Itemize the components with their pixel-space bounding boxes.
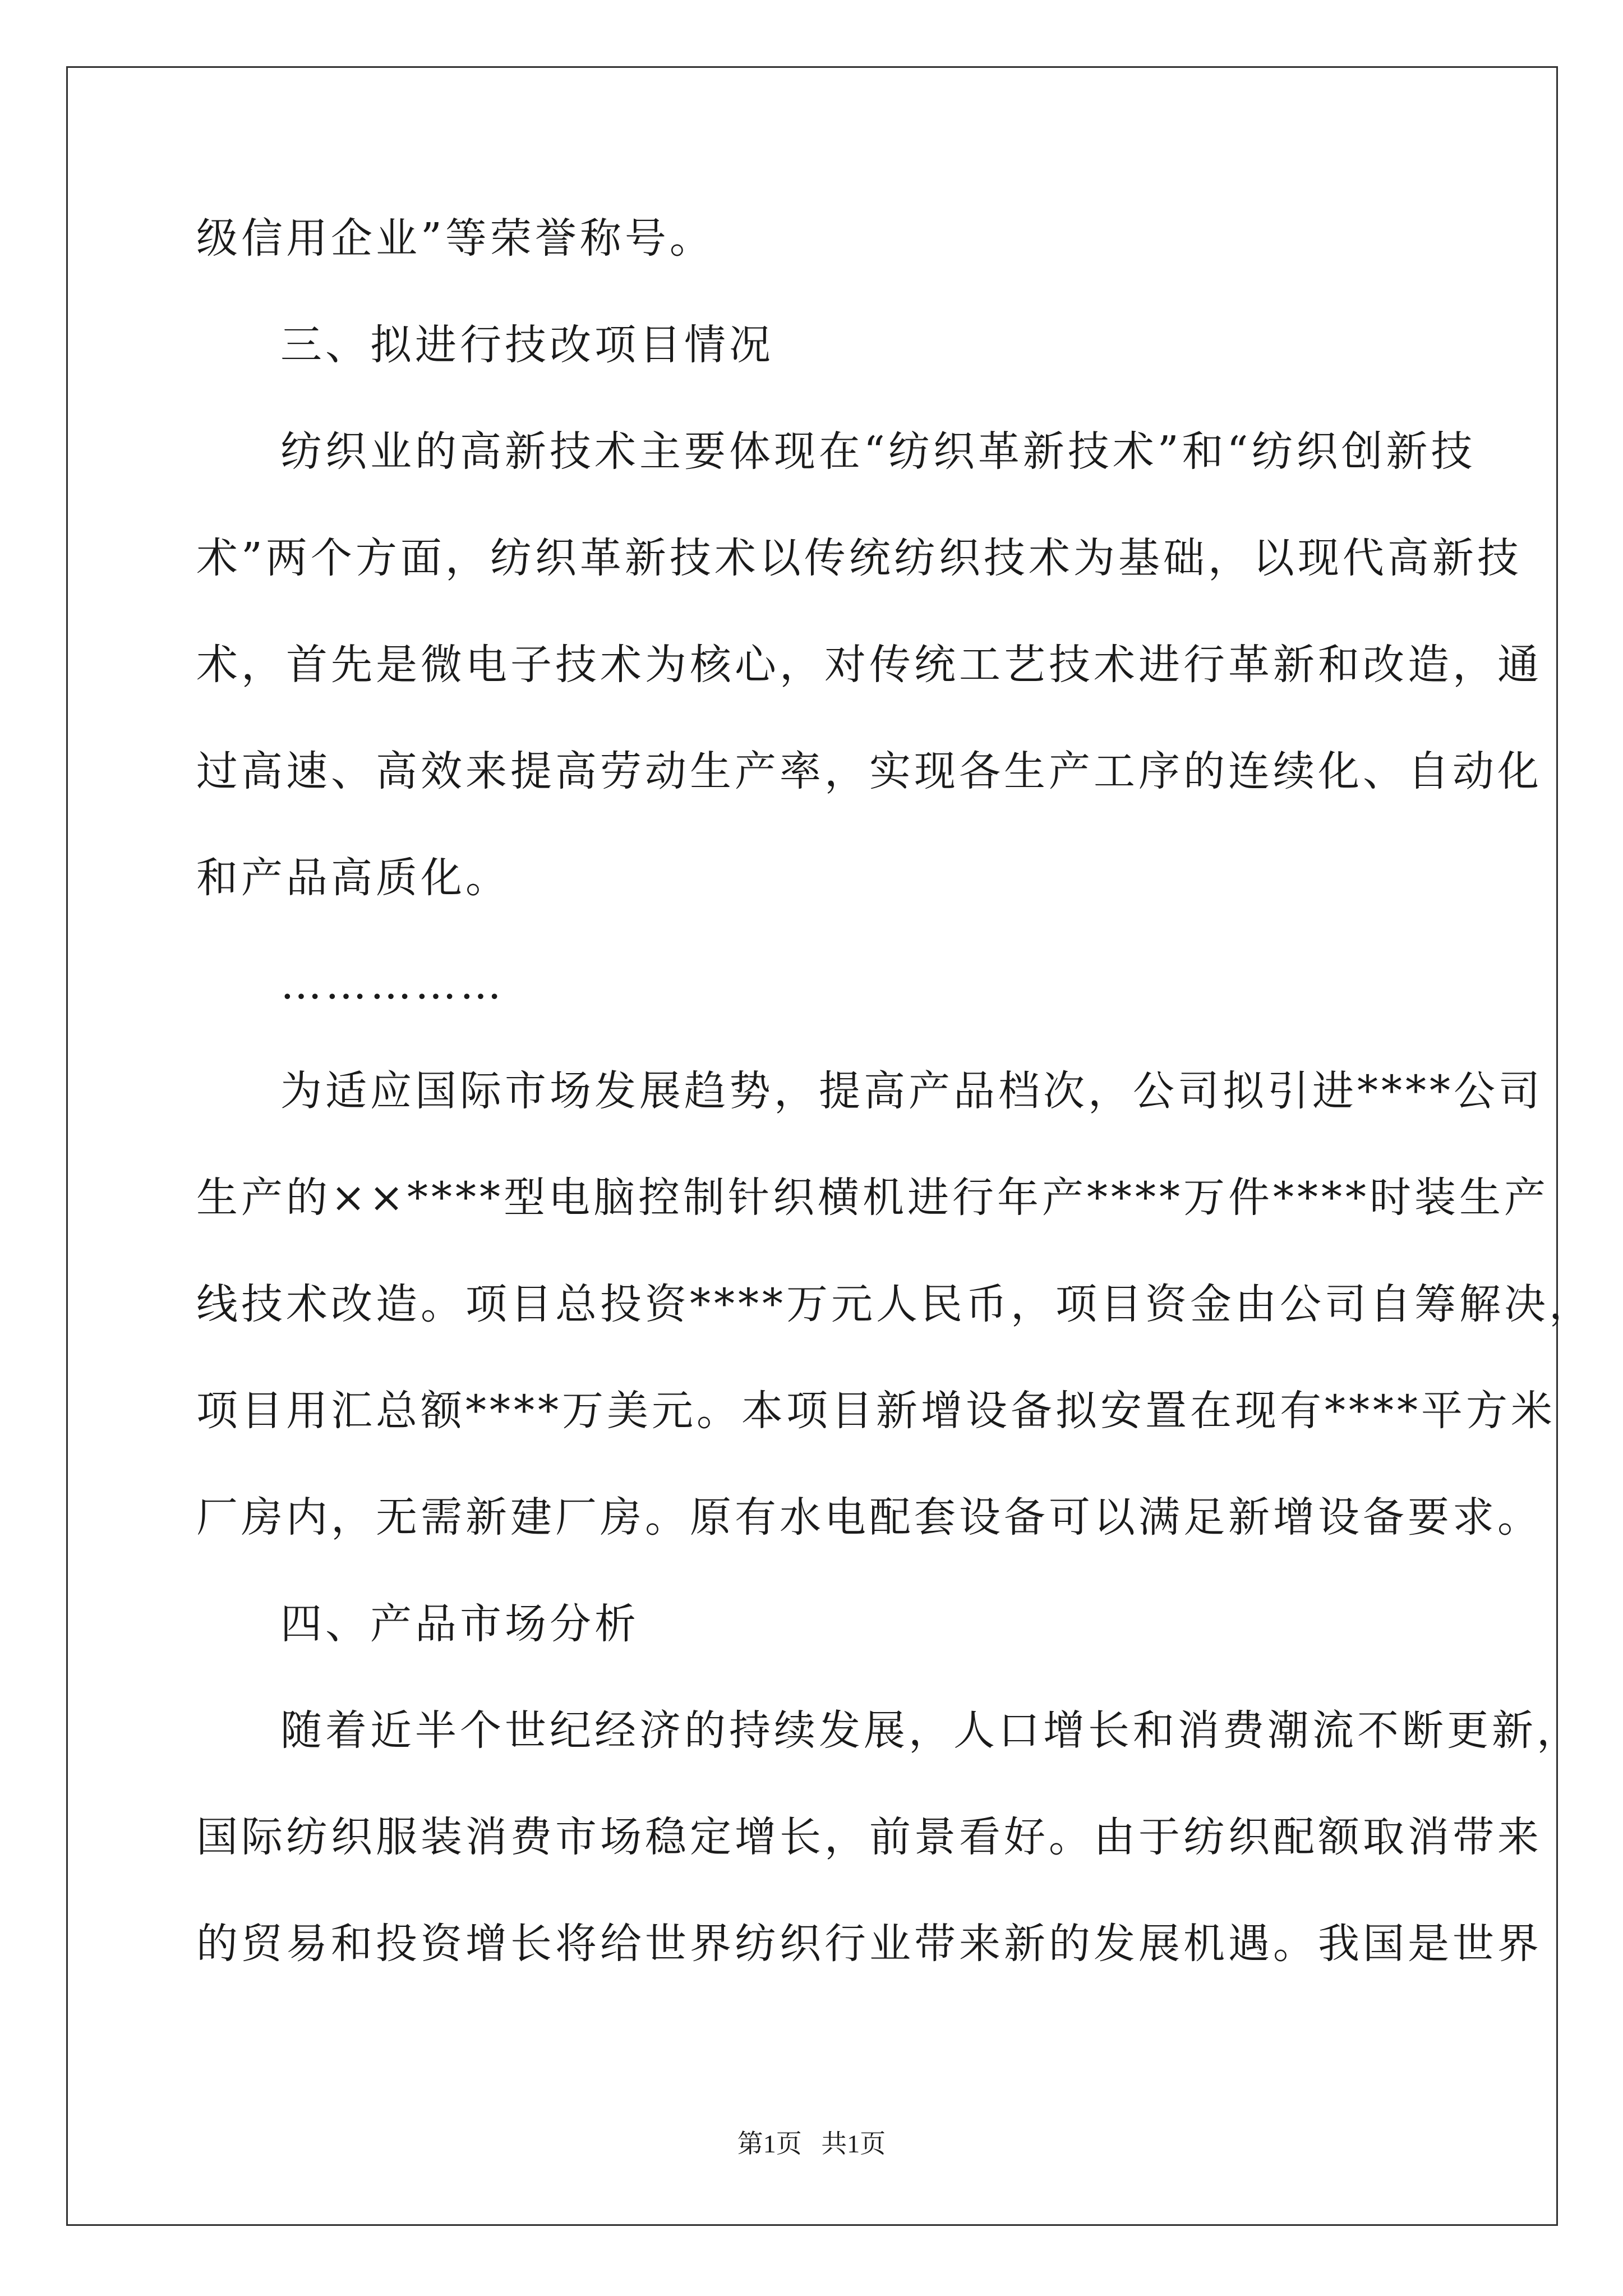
section-heading: 四、产品市场分析 [280,1600,639,1648]
paragraph-line: 术，首先是微电子技术为核心，对传统工艺技术进行革新和改造，通 [196,641,1542,689]
paragraph-line: 纺织业的高新技术主要体现在“纺织革新技术”和“纺织创新技 [280,427,1476,476]
ellipsis-line: …………… [280,960,505,1009]
paragraph-line: 线技术改造。项目总投资****万元人民币，项目资金由公司自筹解决， [196,1280,1594,1328]
paragraph-line: 和产品高质化。 [196,854,510,902]
page-footer [0,2123,1623,2160]
paragraph-line: 的贸易和投资增长将给世界纺织行业带来新的发展机遇。我国是世界 [196,1920,1542,1968]
text-line: 级信用企业”等荣誉称号。 [196,214,714,263]
paragraph-line: 过高速、高效来提高劳动生产率，实现各生产工序的连续化、自动化 [196,747,1542,795]
paragraph-line: 生产的××****型电脑控制针织横机进行年产****万件****时装生产 [196,1174,1550,1222]
paragraph-line: 术”两个方面，纺织革新技术以传统纺织技术为基础，以现代高新技 [196,534,1522,582]
paragraph-line: 为适应国际市场发展趋势，提高产品档次，公司拟引进****公司 [280,1067,1543,1115]
page-total: 共1页 [821,2129,886,2158]
paragraph-line: 项目用汇总额****万美元。本项目新增设备拟安置在现有****平方米 [196,1387,1556,1435]
page-number: 第1页 [737,2129,802,2158]
paragraph-line: 随着近半个世纪经济的持续发展，人口增长和消费潮流不断更新， [280,1706,1581,1755]
paragraph-line: 国际纺织服装消费市场稳定增长，前景看好。由于纺织配额取消带来 [196,1813,1542,1861]
paragraph-line: 厂房内，无需新建厂房。原有水电配套设备可以满足新增设备要求。 [196,1493,1542,1542]
document-body [196,185,1594,1997]
section-heading: 三、拟进行技改项目情况 [280,321,774,369]
